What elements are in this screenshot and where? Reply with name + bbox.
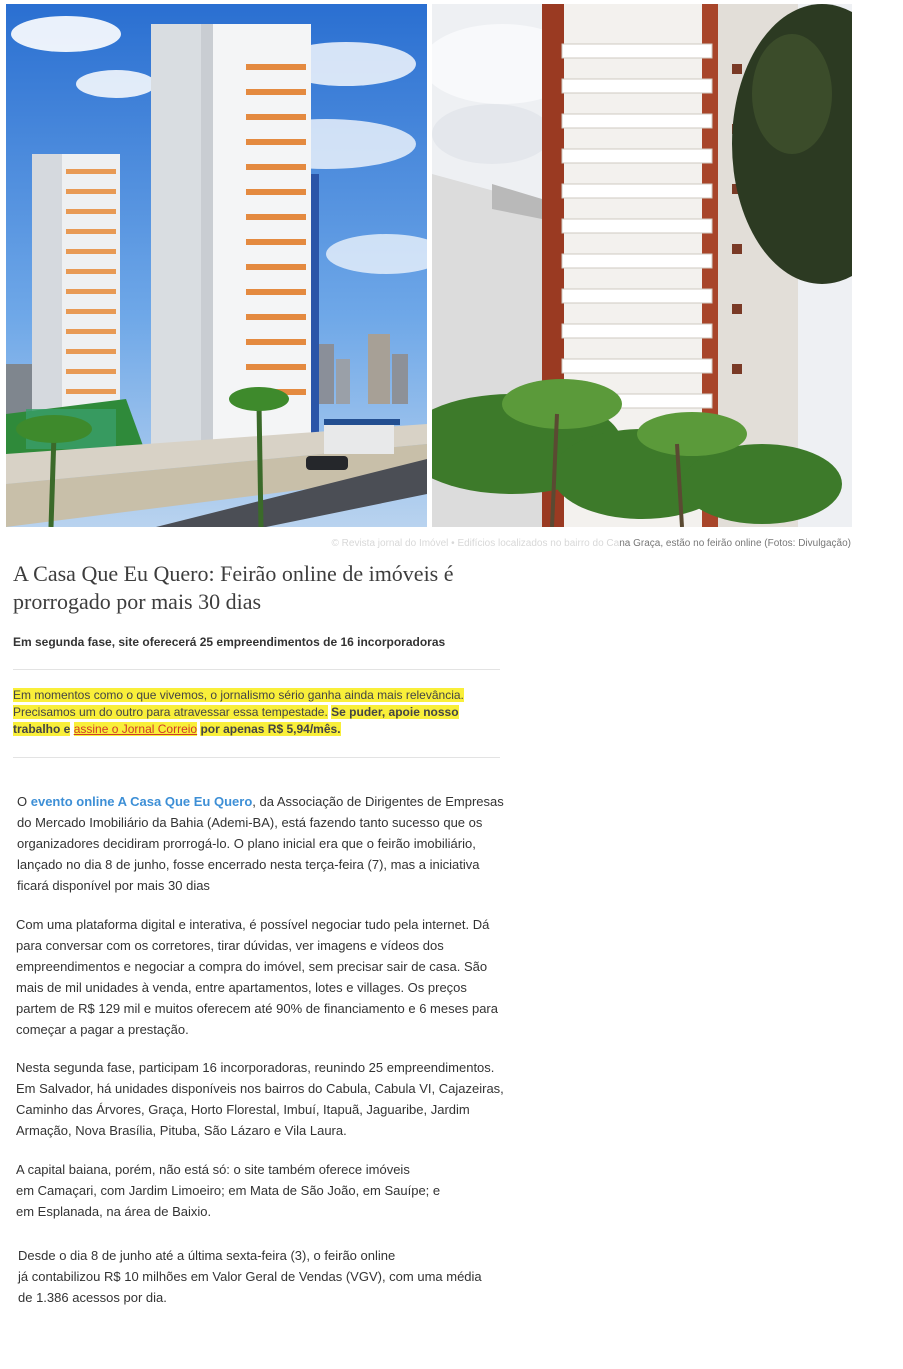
paragraph-4-line-2: em Camaçari, com Jardim Limoeiro; em Mata de São João, em Sauípe; e bbox=[16, 1183, 441, 1198]
paragraph-4 bbox=[16, 1159, 506, 1222]
promo-sentence-2: Precisamos um do outro para atravessar essa tempestade. bbox=[13, 705, 328, 719]
divider-bottom bbox=[13, 757, 500, 758]
paragraph-1-lead: O bbox=[17, 794, 31, 809]
promo-price-text: por apenas R$ 5,94/mês. bbox=[200, 722, 341, 736]
paragraph-4-line-3: em Esplanada, na área de Baixio. bbox=[16, 1204, 212, 1219]
paragraph-1-text: , da Associação de Dirigentes de Empresas do Mercado Imobiliário da Bahia (Ademi-BA), está fazendo tanto sucesso que os organizadores decidiram prorrogá-lo. O plano inicial era que o feirão imobiliário, lançado no dia 8 de junho, fosse encerrado nesta terça-feira (7), mas a iniciativa ficará disponível por mais 30 dias bbox=[17, 794, 504, 893]
paragraph-3: Nesta segunda fase, participam 16 incorporadoras, reunindo 25 empreendimentos. Em Salvador, há unidades disponíveis nos bairros do Cabula, Cabula VI, Cajazeiras, Caminho das Árvores, Graça, Horto Florestal, Imbuí, Itapuã, Jaguaribe, Jardim Armação, Nova Brasília, Pituba, São Lázaro e Vila Laura. bbox=[16, 1060, 504, 1138]
article-headline: A Casa Que Eu Quero: Feirão online de imóveis é prorrogado por mais 30 dias bbox=[13, 561, 454, 614]
paragraph-5-line-3: de 1.386 acessos por dia. bbox=[18, 1290, 167, 1305]
article-subheadline: Em segunda fase, site oferecerá 25 empreendimentos de 16 incorporadoras bbox=[13, 635, 446, 649]
paragraph-5-line-2: já contabilizou R$ 10 milhões em Valor Geral de Vendas (VGV), com uma média bbox=[18, 1269, 482, 1284]
subscribe-link[interactable]: assine o Jornal Correio bbox=[73, 722, 198, 736]
subscription-promo bbox=[13, 687, 503, 738]
caption-text: na Graça, estão no feirão online (Fotos: Divulgação) bbox=[619, 538, 851, 549]
divider-top bbox=[13, 669, 500, 670]
building-photo-right bbox=[432, 4, 852, 527]
event-link[interactable]: evento online A Casa Que Eu Quero bbox=[30, 794, 253, 809]
paragraph-5 bbox=[18, 1245, 508, 1308]
hero-images bbox=[6, 4, 852, 527]
photo-caption bbox=[291, 538, 851, 549]
promo-support-text: Se puder, apoie nosso trabalho e bbox=[13, 705, 459, 736]
paragraph-4-line-1: A capital baiana, porém, não está só: o site também oferece imóveis bbox=[16, 1162, 410, 1177]
promo-sentence-1: Em momentos como o que vivemos, o jornalismo sério ganha ainda mais relevância. bbox=[13, 688, 464, 702]
building-photo-left bbox=[6, 4, 427, 527]
paragraph-1 bbox=[17, 791, 507, 896]
paragraph-2: Com uma plataforma digital e interativa, é possível negociar tudo pela internet. Dá para conversar com os corretores, tirar dúvidas, ver imagens e vídeos dos empreendimentos e negociar a compra do imóvel, sem precisar sair de casa. São mais de mil unidades à venda, entre apartamentos, lotes e villages. Os preços partem de R$ 129 mil e muitos oferecem até 90% de financiamento e 6 meses para começar a pagar a prestação. bbox=[16, 917, 498, 1037]
paragraph-5-line-1: Desde o dia 8 de junho até a última sexta-feira (3), o feirão online bbox=[18, 1248, 396, 1263]
caption-faded-text: © Revista jornal do Imóvel • Edifícios localizados no bairro do Ca bbox=[331, 538, 620, 549]
